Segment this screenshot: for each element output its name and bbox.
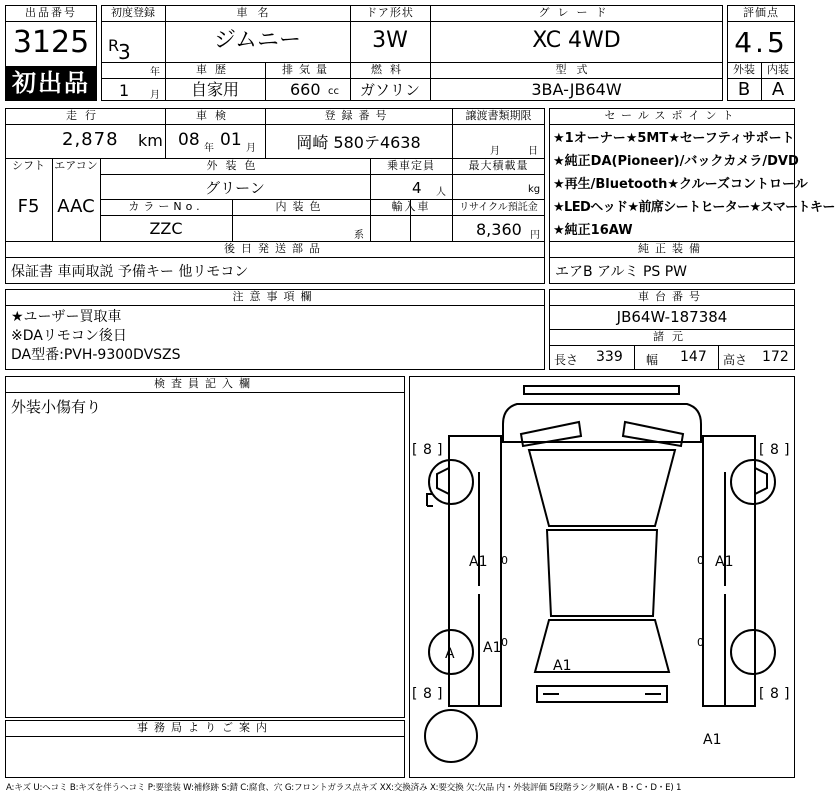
reg-number: 岡崎 580テ4638 xyxy=(296,133,421,152)
note-line: DA型番:PVH-9300DVSZS xyxy=(11,347,181,363)
ext-grade: B xyxy=(737,79,751,100)
tire-rr: 8 xyxy=(770,686,779,702)
notes-text xyxy=(11,308,181,365)
height-label: 高さ xyxy=(723,353,748,367)
sales-line: ★純正DA(Pioneer)/バックカメラ/DVD xyxy=(553,154,799,169)
front-bumper-outline xyxy=(524,386,679,394)
sales-line: ★再生/Bluetooth★クルーズコントロール xyxy=(553,177,808,192)
door-label: ドア形状 xyxy=(366,6,414,19)
capacity-label: 乗車定員 xyxy=(387,159,435,172)
tire-rr-bracket: [ xyxy=(759,686,765,702)
zero-right: 0 xyxy=(697,554,704,567)
mileage-unit: km xyxy=(138,131,163,150)
sales-label: セールスポイント xyxy=(604,109,740,122)
mark-left: A1 xyxy=(469,554,488,570)
length: 339 xyxy=(596,349,623,365)
int-grade: A xyxy=(771,79,785,100)
grade-label: グレード xyxy=(538,6,615,19)
mark-right: A1 xyxy=(715,554,734,570)
tire-fl: 8 xyxy=(423,442,432,458)
reg-year: 3 xyxy=(118,40,131,64)
inspector-label: 検査員記入欄 xyxy=(154,377,256,390)
wheel-front-left xyxy=(429,460,473,504)
length-label: 長さ xyxy=(554,353,579,367)
inspector-text: 外装小傷有り xyxy=(11,398,102,416)
transfer-month-unit: 月 xyxy=(490,146,500,157)
shift-label: シフト xyxy=(12,159,45,172)
mileage-label: 走行 xyxy=(66,109,104,122)
width: 147 xyxy=(680,349,707,365)
inspection-month: 01 xyxy=(220,130,242,150)
office-label: 事務局よりご案内 xyxy=(137,721,273,734)
tire-rl: 8 xyxy=(423,686,432,702)
reg-year-unit: 年 xyxy=(150,67,160,78)
inspection-label: 車検 xyxy=(196,109,234,122)
displacement: 660 xyxy=(290,80,321,99)
zero-wheel: 0 xyxy=(501,636,508,649)
shift: F5 xyxy=(17,196,40,217)
score-label: 評価点 xyxy=(743,6,779,19)
tire-fr: 8 xyxy=(770,442,779,458)
sales-points xyxy=(553,127,835,242)
spare-tire xyxy=(425,710,477,762)
sales-line: ★純正16AW xyxy=(553,223,633,238)
left-side-outline xyxy=(449,436,501,706)
score: 4.5 xyxy=(734,26,788,59)
tire-rl-bracket: [ xyxy=(412,686,418,702)
color-no: ZZC xyxy=(149,219,183,238)
windshield-outline xyxy=(529,450,675,526)
mark-rear: A1 xyxy=(553,658,572,674)
legend: A:キズ U:ヘコミ B:キズを伴うヘコミ P:要塗装 W:補修跡 S:錆 C:腐食、穴 G:フロントガラス点キズ XX:交換済み X:要交換 欠:欠品 内・外装評価 5段階ランク順(A・B・C・D・E) 1 xyxy=(6,783,682,793)
svg-text:]: ] xyxy=(437,442,443,458)
capacity: 4 xyxy=(412,179,422,197)
zero-wheel-right: 0 xyxy=(697,636,704,649)
history: 自家用 xyxy=(190,80,239,99)
dims-label: 諸元 xyxy=(653,330,691,343)
car-name: ジムニー xyxy=(213,28,302,53)
load-unit: kg xyxy=(528,184,541,195)
color: グリーン xyxy=(205,179,265,197)
height: 172 xyxy=(762,349,789,365)
wheel-rear-right xyxy=(731,630,775,674)
sales-line: ★1オーナー★5MT★セーフティサポート xyxy=(553,131,795,146)
inspection-month-unit: 月 xyxy=(246,143,256,154)
svg-text:]: ] xyxy=(784,442,790,458)
wheel-front-right xyxy=(731,460,775,504)
right-side-outline xyxy=(703,436,755,706)
int-label: 内装 xyxy=(767,63,789,76)
chassis-number: JB64W-187384 xyxy=(616,308,728,326)
note-line: ※DAリモコン後日 xyxy=(11,328,127,344)
displacement-label: 排気量 xyxy=(282,63,333,76)
color-label: 外装色 xyxy=(206,159,264,172)
lot-number: 3125 xyxy=(12,25,90,60)
era: R xyxy=(108,36,120,55)
ext-label: 外装 xyxy=(733,63,755,76)
first-listing-text: 初出品 xyxy=(12,69,90,97)
transfer-label: 譲渡書類期限 xyxy=(465,109,532,122)
lot-label: 出品番号 xyxy=(25,6,77,19)
interior-color-label: 内装色 xyxy=(275,200,327,213)
recycle-unit: 円 xyxy=(530,230,540,241)
equip-label: 純正装備 xyxy=(638,242,706,255)
fuel-label: 燃料 xyxy=(371,63,409,76)
car-diagram xyxy=(409,376,795,778)
later-parts-label: 後日発送部品 xyxy=(224,242,326,255)
recycle-label: リサイクル預託金 xyxy=(459,202,538,213)
svg-text:]: ] xyxy=(784,686,790,702)
interior-color-suffix: 系 xyxy=(354,230,364,241)
reg-month: 1 xyxy=(119,81,130,100)
ac: AAC xyxy=(57,196,95,217)
model: 3BA-JB64W xyxy=(531,80,622,99)
note-line: ★ユーザー買取車 xyxy=(11,309,122,325)
inspection-year-unit: 年 xyxy=(204,143,214,154)
transfer-day-unit: 日 xyxy=(528,146,538,157)
capacity-unit: 人 xyxy=(436,187,446,198)
inspection-year: 08 xyxy=(178,130,200,150)
mark-wheel-side: A1 xyxy=(483,640,502,656)
equip: エアB アルミ PS PW xyxy=(555,264,688,280)
grade: XC 4WD xyxy=(532,28,621,53)
model-label: 型式 xyxy=(555,63,598,76)
mileage: 2,878 xyxy=(62,129,119,150)
import-label: 輸入車 xyxy=(391,200,431,213)
later-parts: 保証書 車両取説 予備キー 他リモコン xyxy=(11,264,249,280)
door: 3W xyxy=(372,28,408,53)
ac-label: エアコン xyxy=(54,159,98,172)
car-name-label: 車名 xyxy=(236,6,279,19)
tire-fl-bracket: [ xyxy=(412,442,418,458)
first-reg-label: 初度登録 xyxy=(111,6,155,19)
zero-left: 0 xyxy=(501,554,508,567)
notes-label: 注意事項欄 xyxy=(232,290,318,303)
reg-number-label: 登録番号 xyxy=(324,109,393,122)
load-label: 最大積載量 xyxy=(468,159,529,172)
hood-outline xyxy=(503,404,701,442)
fuel: ガソリン xyxy=(359,81,420,99)
mark-wheel: A xyxy=(445,646,455,662)
reg-month-unit: 月 xyxy=(150,90,160,101)
history-label: 車歴 xyxy=(196,63,234,76)
mark-bottom: A1 xyxy=(703,732,722,748)
chassis-label: 車台番号 xyxy=(638,290,706,303)
inspector-box xyxy=(5,376,405,718)
recycle: 8,360 xyxy=(476,220,522,239)
color-no-label: カラーNo. xyxy=(128,200,204,213)
svg-text:]: ] xyxy=(437,686,443,702)
roof-outline xyxy=(547,530,657,616)
width-label: 幅 xyxy=(646,353,659,367)
tire-fr-bracket: [ xyxy=(759,442,765,458)
displacement-unit: cc xyxy=(328,86,339,97)
sales-line: ★LEDヘッド★前席シートヒーター★スマートキー xyxy=(553,200,835,215)
